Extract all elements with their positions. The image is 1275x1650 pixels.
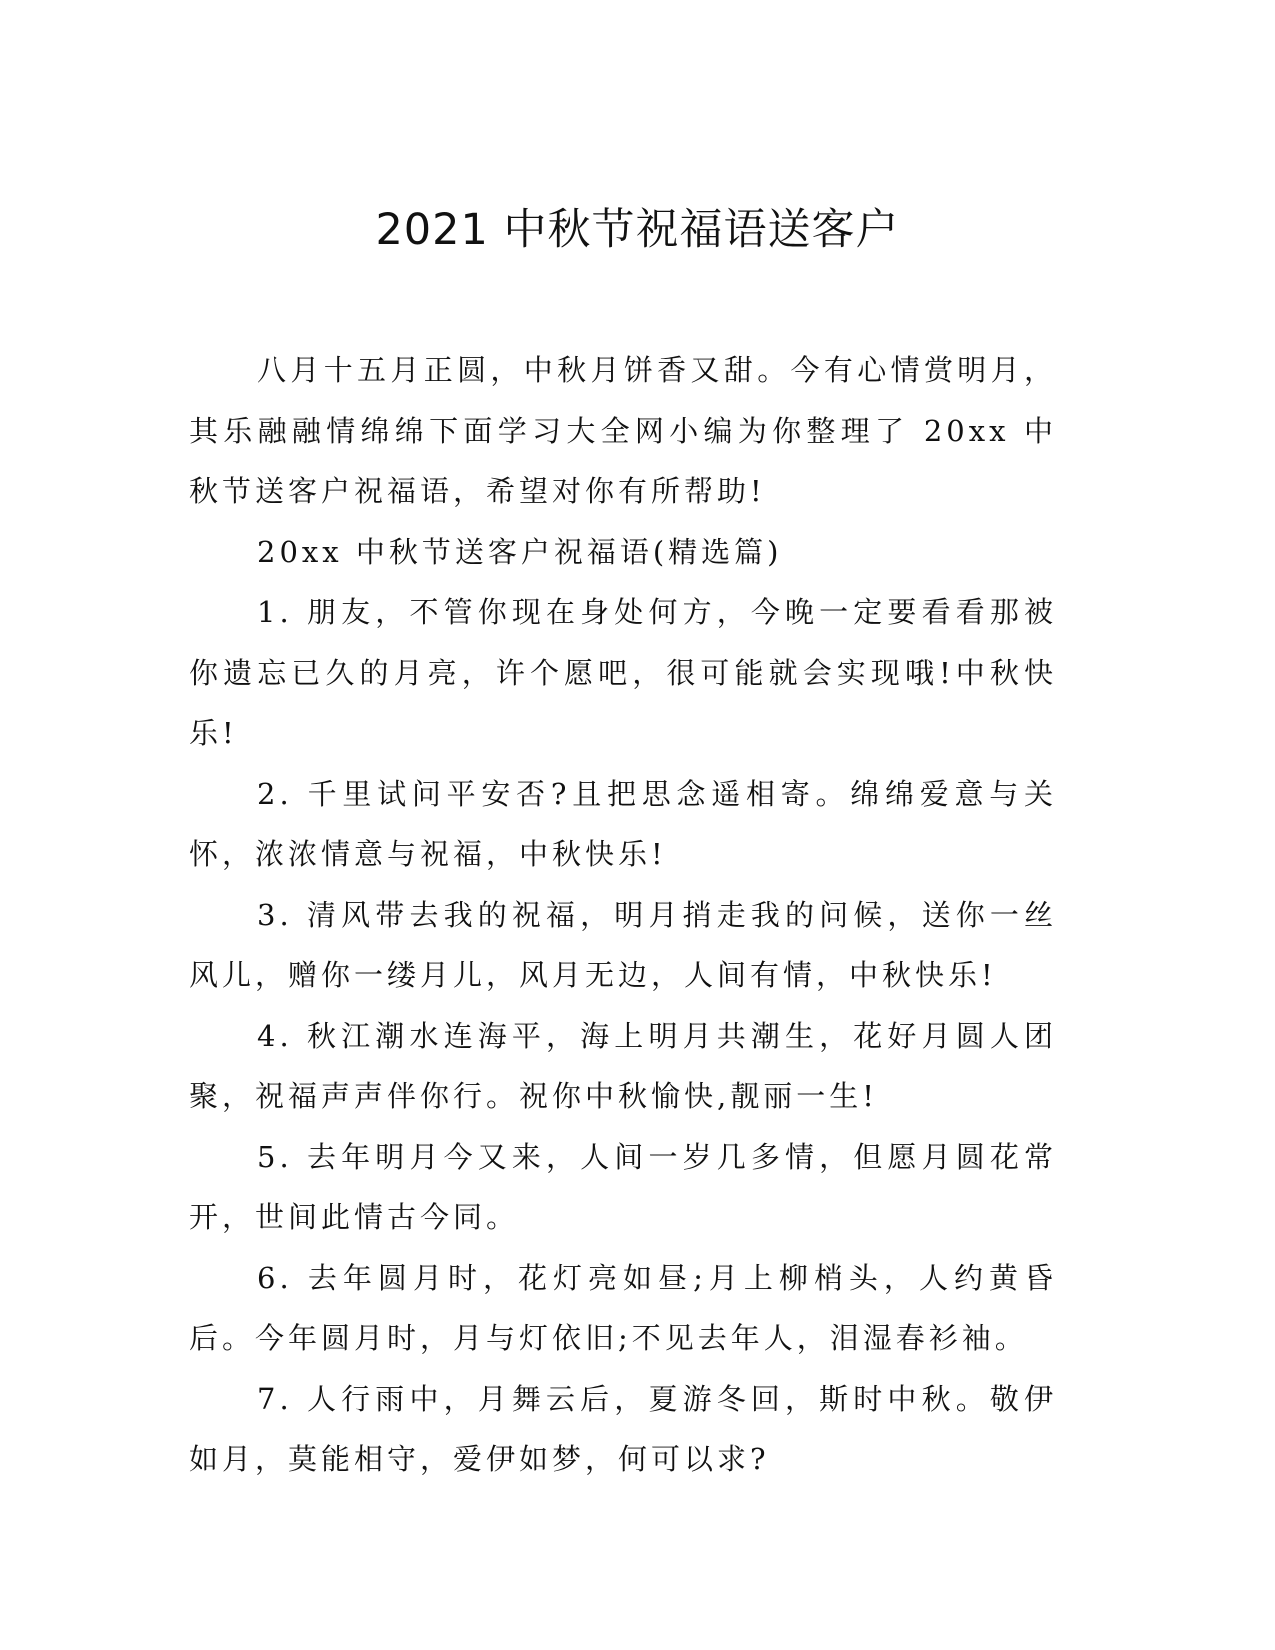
intro-paragraph: 八月十五月正圆，中秋月饼香又甜。今有心情赏明月，其乐融融情绵绵下面学习大全网小编为你整理了 20xx 中秋节送客户祝福语，希望对你有所帮助! xyxy=(189,353,1057,508)
greeting-item-1: 1. 朋友，不管你现在身处何方，今晚一定要看看那被你遗忘已久的月亮，许个愿吧，很可能就会实现哦!中秋快乐! xyxy=(189,595,1057,750)
document-body xyxy=(189,340,1057,1490)
greeting-item-6: 6. 去年圆月时，花灯亮如昼;月上柳梢头，人约黄昏后。今年圆月时，月与灯依旧;不见去年人，泪湿春衫袖。 xyxy=(189,1260,1057,1355)
greeting-item-5: 5. 去年明月今又来，人间一岁几多情，但愿月圆花常开，世间此情古今同。 xyxy=(189,1139,1057,1234)
document-title: 2021 中秋节祝福语送客户 xyxy=(375,205,900,255)
greeting-item-2: 2. 千里试问平安否?且把思念遥相寄。绵绵爱意与关怀，浓浓情意与祝福，中秋快乐! xyxy=(189,776,1057,871)
greeting-item-3: 3. 清风带去我的祝福，明月捎走我的问候，送你一丝风儿，赠你一缕月儿，风月无边，人间有情，中秋快乐! xyxy=(189,897,1057,992)
greeting-item-7: 7. 人行雨中，月舞云后，夏游冬回，斯时中秋。敬伊如月，莫能相守，爱伊如梦，何可以求? xyxy=(189,1381,1057,1476)
greeting-item-4: 4. 秋江潮水连海平，海上明月共潮生，花好月圆人团聚，祝福声声伴你行。祝你中秋愉快,靓丽一生! xyxy=(189,1018,1057,1113)
section-heading: 20xx 中秋节送客户祝福语(精选篇) xyxy=(257,534,783,569)
